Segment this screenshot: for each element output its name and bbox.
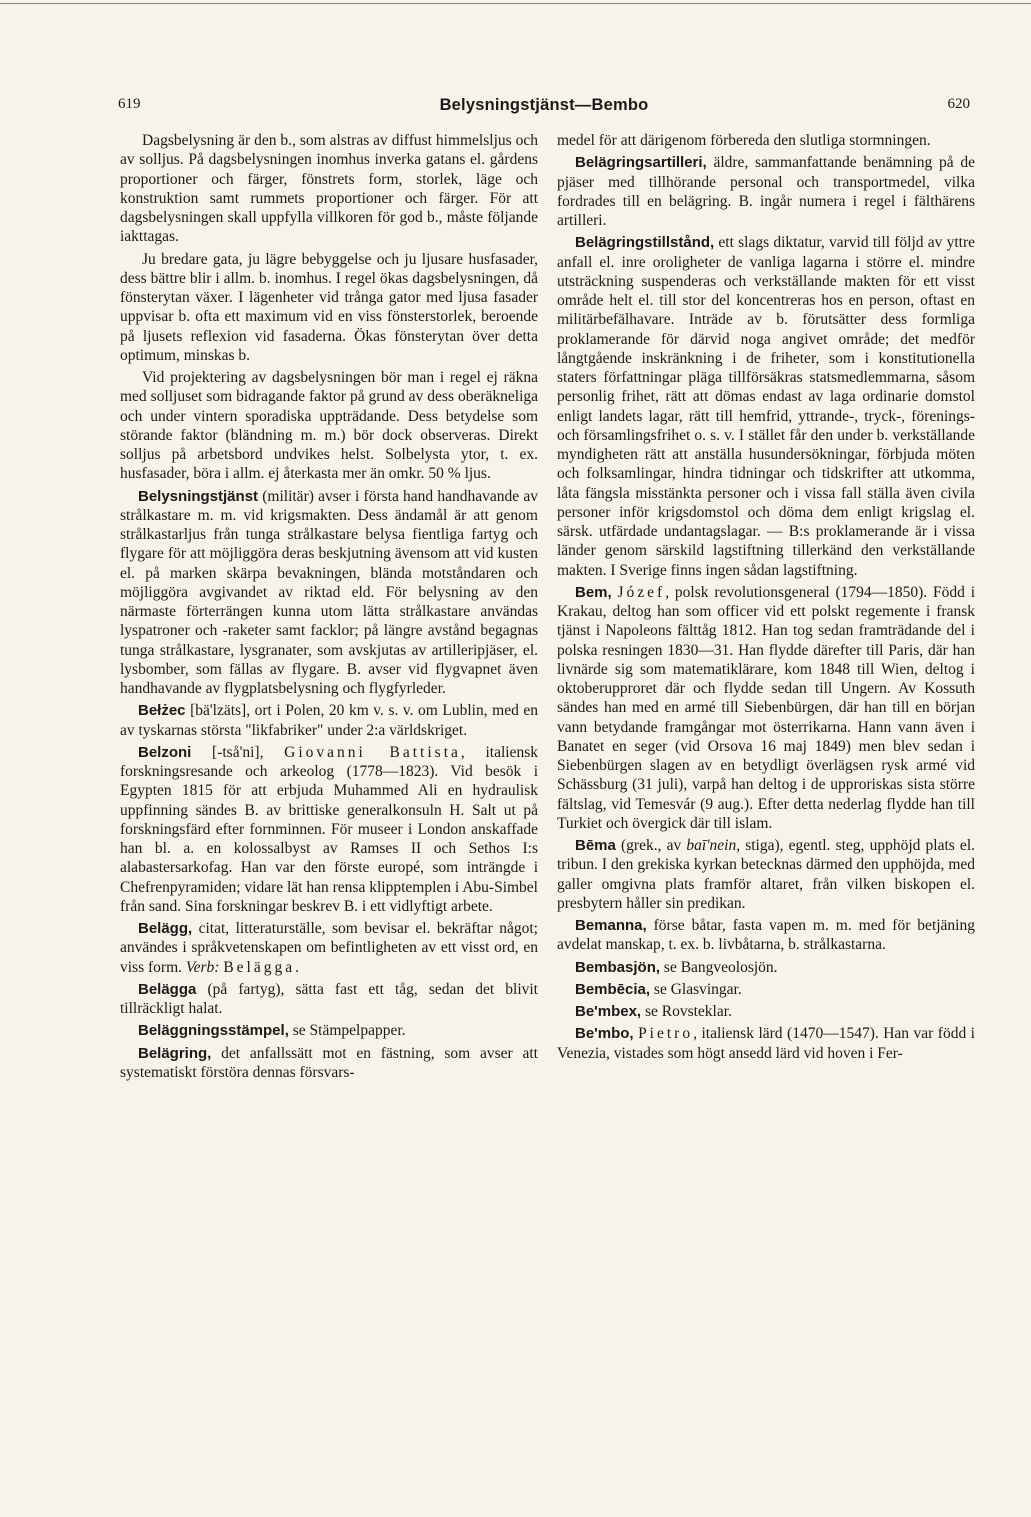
headword: Belzoni bbox=[138, 743, 192, 761]
entry-belagga bbox=[120, 980, 538, 1019]
headword: Bemanna, bbox=[575, 917, 647, 934]
left-column bbox=[120, 131, 538, 1085]
headword: Belägring, bbox=[138, 1044, 212, 1062]
headword: Bembasjön, bbox=[575, 958, 661, 976]
entry-text: citat, litteraturställe, som bevisar el. bekräftar något; användes i språkvetenskapen om befintligheten av ett visst ord, en viss form. bbox=[120, 920, 538, 976]
entry-text: se Bangveolosjön. bbox=[660, 958, 778, 976]
etymology-prefix: (grek., av bbox=[615, 837, 687, 854]
entry-bemanna bbox=[557, 916, 975, 955]
headword: Bełżec bbox=[138, 702, 186, 720]
entry-bem bbox=[557, 583, 975, 833]
running-title: Belysningstjänst—Bembo bbox=[439, 96, 649, 114]
headword: Belägga bbox=[138, 980, 197, 998]
entry-text: se Stämpelpapper. bbox=[288, 1022, 406, 1040]
person-name: Józef bbox=[617, 583, 666, 601]
entry-belagring bbox=[120, 1044, 538, 1083]
verb-form: Belägga. bbox=[223, 958, 302, 976]
entry-text: (militär) avser i första hand handhavande av strålkastare m. m. vid krigsmakten. Dess ändamål är att genom strålkastarljus från tunga strålkastare belysa fientliga fartyg och flygare för att möjliggöra deras beskjutning ävensom att vid kusten el. på marken skärpa bevakningen, blända motståndaren och möjliggöra avgivandet av riktad eld. För belysning av den närmaste förterrängen kunna utom lätta strålkastare användas lyspatroner och -raketer samt facklor; på längre avstånd begagnas tunga strålkastare, lysgranater, som avskjutas av artilleripjäser, el. lysbomber, som fällas av flygare. B. avser vid flygvapnet även handhavande av flygplatsbelysning och flygfyrleder. bbox=[120, 487, 538, 697]
headword: Be'mbo, bbox=[575, 1025, 634, 1043]
entry-text: se Glasvingar. bbox=[650, 980, 742, 998]
page-number-right: 620 bbox=[947, 96, 970, 112]
entry-text: , polsk revolutionsgeneral (1794—1850). Född i Krakau, deltog han som officer vid ett polskt regemente i fransk tjänst i Napoleons fälttåg 1812. Han tog sedan framträdande del i polska resningen 1830—31. Han flydde därefter till Paris, där han livnärde sig som matematiklärare, kom 1848 till Wien, deltog i oktoberupproret där och flydde sedan till Ungern. Av Kossuth sändes han med en armé till Siebenbürgen, där han till en början vann betydande framgångar mot österrikarna. Hann vann även i Banatet en seger (vid Orsova 16 maj 1849) men blev sedan i Siebenbürgen slagen av en betydligt överlägsen rysk armé vid Schässburg (31 juli), varpå han deltog i de upproriskas sista större fältslag, vid Temesvár (9 aug.). Efter detta nederlag flydde han till Turkiet och övergick där till islam. bbox=[557, 583, 975, 832]
headword: Bembēcia, bbox=[575, 980, 651, 998]
continued-paragraph: medel för att därigenom förbereda den slutliga stormningen. bbox=[557, 132, 931, 149]
top-border-rule bbox=[0, 3, 1031, 4]
verb-label: Verb: bbox=[185, 958, 220, 976]
entry-text: , stiga), egentl. steg, upphöjd plats el. tribun. I den grekiska kyrkan betecknas därmed den upphöjda, med galler omgivna plats framför altaret, från vilken biskopen el. presbytern håller sin predikan. bbox=[557, 837, 975, 912]
headword: Bēma bbox=[575, 837, 616, 854]
person-name: Pietro bbox=[638, 1025, 694, 1043]
entry-text: förse båtar, fasta vapen m. m. med för betjäning avdelat manskap, t. ex. b. livbåtarna, b. strålkastarna. bbox=[557, 917, 975, 954]
headword: Bem, bbox=[575, 583, 612, 601]
entry-text: , italiensk lärd (1470—1547). Han var född i Venezia, vistades som högt ansedd lärd vid hoven i Fer- bbox=[557, 1025, 975, 1062]
greek-word: baī'nein bbox=[686, 837, 737, 854]
headword: Be'mbex, bbox=[575, 1003, 642, 1020]
right-column bbox=[557, 131, 975, 1066]
entry-bembex bbox=[557, 1002, 975, 1021]
entry-bembasjon bbox=[557, 958, 975, 977]
entry-text: ett slags diktatur, varvid till följd av yttre anfall el. inre oroligheter de vanliga lagarna i större el. mindre utsträckning suspenderas och verkställande makten för ett visst område helt el. till stor del koncentreras hos en person, oftast en militärbefälhavare. Inträde av b. förutsätter dess formliga proklamerande för därvid noga angivet område; det medför långtgående inskränkning i de friheter, som i konstitutionella staters författningar pläga tillförsäkras statsmedlemmarna, såsom personlig frihet, rätt att dömas endast av laga ordinarie domstol enligt landets lagar, rätt till hemfrid, yttrande-, tryck-, förenings- och församlingsfrihet o. s. v. I stället får den under b. verkställande myndigheten rätt att anställa husundersökningar, förbjuda möten och folksamlingar, hindra tidningar och tidskrifter att utkomma, låta fängsla misstänkta personer och i vissa fall ställa även civila personer inför krigsdomstol och döma dem enligt krigslag el. särsk. utfärdade undantagslagar. — B:s proklamerande är i vissa länder genom särskild lagstiftning tillerkänd den verkställande makten. I Sverige finns ingen sådan lagstiftning. bbox=[557, 234, 975, 579]
page-header bbox=[118, 96, 970, 120]
headword: Belägg, bbox=[138, 920, 193, 937]
entry-belzoni bbox=[120, 743, 538, 916]
entry-text: [bä'lzäts], ort i Polen, 20 km v. s. v. om Lublin, med en av tyskarnas största "likfabriker" under 2:a världskriget. bbox=[120, 702, 538, 739]
person-name: Giovanni Battista bbox=[284, 743, 461, 761]
entry-text: se Rovsteklar. bbox=[641, 1003, 732, 1020]
entry-text: (på fartyg), sätta fast ett tåg, sedan det blivit tillräckligt halat. bbox=[120, 980, 538, 1017]
headword: Belägringstillstånd, bbox=[575, 234, 715, 252]
entry-bembecia bbox=[557, 980, 975, 999]
entry-bembo bbox=[557, 1024, 975, 1063]
entry-text: , italiensk forskningsresande och arkeolog (1778—1823). Vid besök i Egypten 1815 för att erbjuda Muhammed Ali en hydraulisk uppfinning sändes B. av brittiske generalkonsuln H. Salt ut på forskningsfärd efter fornminnen. För museer i London anskaffade han bl. a. en kolossalbyst av Ramses II och Sethos I:s alabastersarkofag. Han var den förste europé, som inträngde i Chefrenpyramiden; vidare lät han rensa klipptemplen i Abu-Simbel från sand. Sina forskningar beskrev B. i ett vidlyftigt arbete. bbox=[120, 743, 538, 915]
paragraph: Ju bredare gata, ju lägre bebyggelse och ju ljusare husfasader, dess bättre blir i allm. b. inomhus. I regel ökas dagsbelysningen, då fönsterytan växer. I lägenheter vid trånga gator med ljusa fasader uppvisar b. ofta ett maximum vid en viss fönsterstorlek, beroende på ljusets reflexion vid fasaderna. Ökas fönsterytan över detta optimum, minskas b. bbox=[120, 250, 538, 364]
entry-belaggningsstampel bbox=[120, 1021, 538, 1040]
page-number-left: 619 bbox=[118, 96, 141, 112]
pronunciation: [-tså'ni], bbox=[191, 743, 285, 761]
paragraph: Dagsbelysning är den b., som alstras av diffust himmelsljus och av solljus. På dagsbelysningen inomhus inverka gatans el. gårdens proportioner och färger, fönstrets form, storlek, läge och konstruktion samt rummets proportioner och färger. För att dagsbelysningen skall uppfylla villkoren för god b., måste följande iakttagas. bbox=[120, 132, 538, 246]
entry-text: det anfallssätt mot en fästning, som avser att systematiskt förstöra dennas försvars- bbox=[120, 1044, 538, 1081]
entry-belagringsartilleri bbox=[557, 153, 975, 230]
entry-belysningstjanst bbox=[120, 487, 538, 699]
headword: Belägringsartilleri, bbox=[575, 154, 707, 172]
entry-text: äldre, sammanfattande benämning på de pjäser med tillhörande personal och transportmedel, vilka fordrades till en belägring. B. ingår numera i regel i fälthärens artilleri. bbox=[557, 154, 975, 229]
entry-belagg bbox=[120, 919, 538, 977]
headword: Belysningstjänst bbox=[138, 487, 259, 505]
paragraph: Vid projektering av dagsbelysningen bör man i regel ej räkna med solljuset som bidragande faktor på grund av dess oberäkneliga och under vintern sporadiska uppträdande. Dess betydelse som störande faktor (bländning m. m.) bör dock observeras. Direkt solljus på arbetsbord undvikes helst. Solbelysta ytor, t. ex. husfasader, böra i allm. ej återkasta mer än omkr. 50 % ljus. bbox=[120, 369, 538, 483]
entry-belagringstillstand bbox=[557, 233, 975, 580]
headword: Beläggningsstämpel, bbox=[138, 1022, 289, 1040]
entry-bema bbox=[557, 836, 975, 913]
entry-belzec bbox=[120, 701, 538, 740]
